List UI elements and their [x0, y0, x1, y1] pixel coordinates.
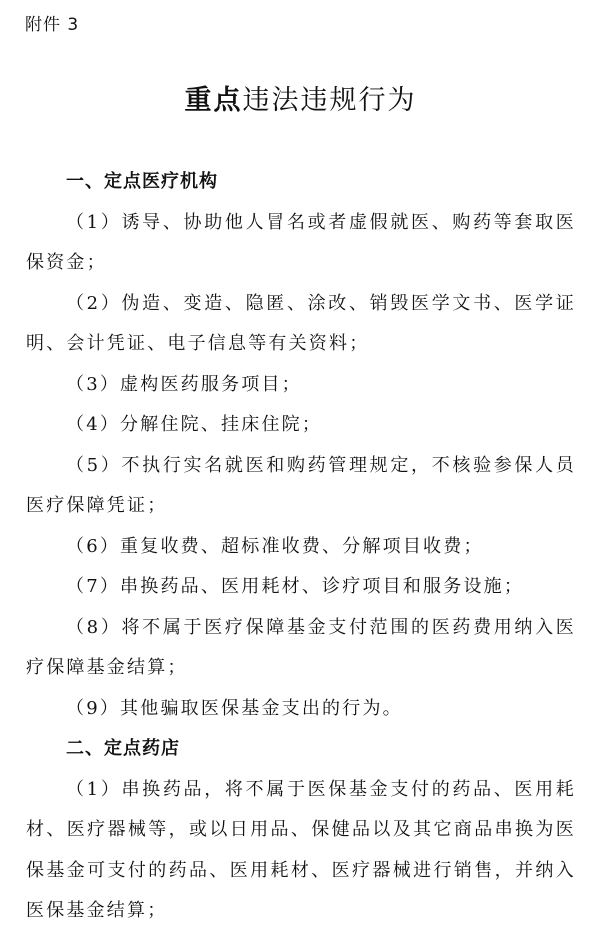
- section-heading: 一、定点医疗机构: [66, 171, 218, 192]
- list-item: （6）重复收费、超标准收费、分解项目收费；: [66, 535, 484, 557]
- attachment-label: 附件 3: [25, 15, 80, 35]
- document-title: [0, 78, 601, 117]
- list-item: （2）伪造、变造、隐匿、涂改、销毁医学文书、医学证明、会计凭证、电子信息等有关资料；: [26, 292, 576, 354]
- list-item: （1）诱导、协助他人冒名或者虚假就医、购药等套取医保资金；: [26, 211, 576, 273]
- list-item: （8）将不属于医疗保障基金支付范围的医药费用纳入医疗保障基金结算；: [26, 616, 576, 678]
- list-item: （4）分解住院、挂床住院；: [66, 414, 323, 435]
- list-item: （9）其他骗取医保基金支出的行为。: [66, 697, 403, 719]
- title-bold-part: 重点: [184, 85, 243, 116]
- list-item: （1）串换药品，将不属于医保基金支付的药品、医用耗材、医疗器械等，或以日用品、保健品以及其它商品串换为医保基金可支付的药品、医用耗材、医疗器械进行销售，并纳入医保基金结算；: [26, 778, 576, 921]
- list-item: （7）串换药品、医用耗材、诊疗项目和服务设施；: [66, 576, 525, 597]
- title-rest: 违法违规行为: [242, 85, 417, 116]
- section-heading: 二、定点药店: [66, 738, 180, 759]
- document-body: [26, 162, 576, 932]
- list-item: （5）不执行实名就医和购药管理规定，不核验参保人员医疗保障凭证；: [26, 454, 576, 516]
- list-item: （3）虚构医药服务项目；: [66, 373, 302, 395]
